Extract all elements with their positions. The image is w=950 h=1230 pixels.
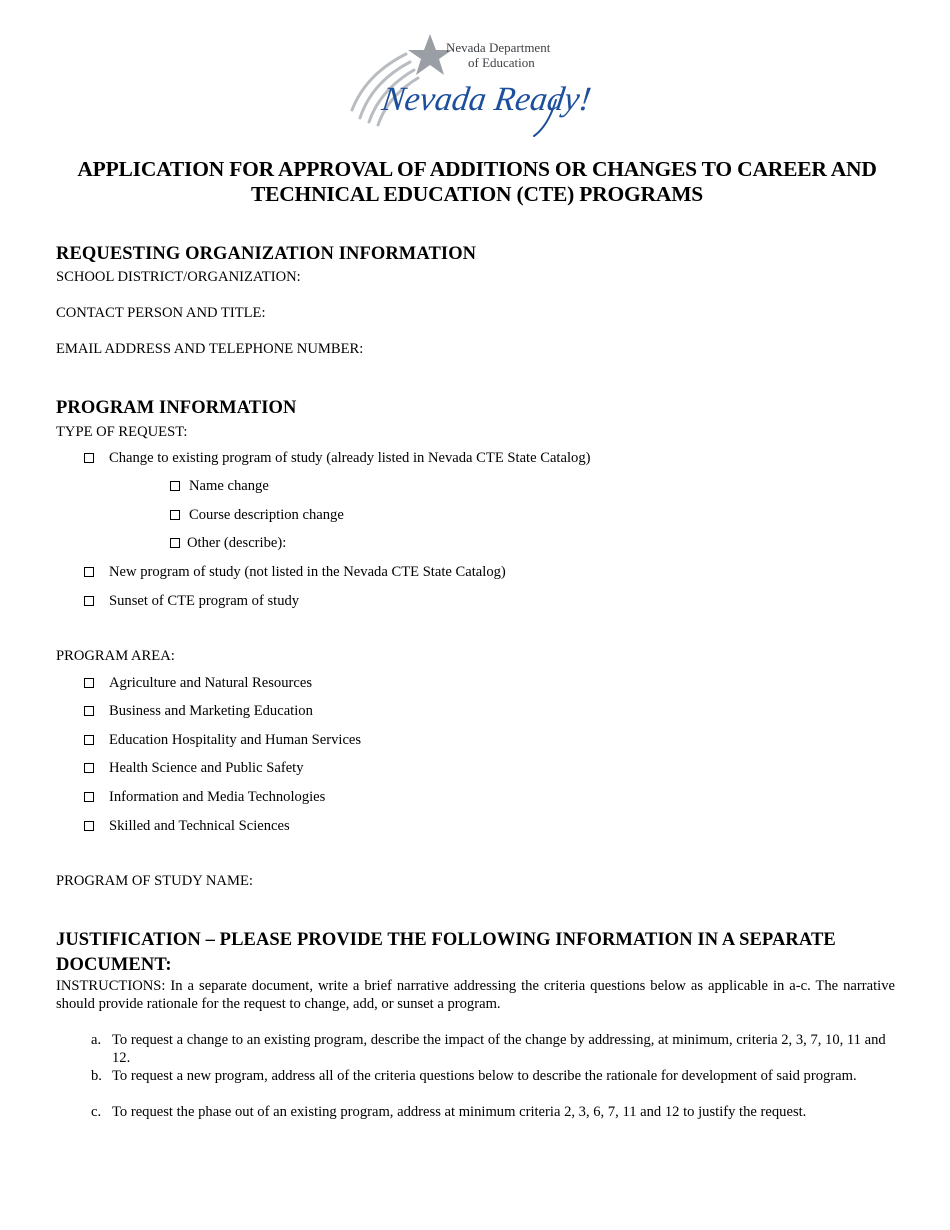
area-option-education-hospitality[interactable]: Education Hospitality and Human Services [84,732,94,749]
checkbox[interactable] [84,567,94,577]
justification-heading-line-1: JUSTIFICATION – PLEASE PROVIDE THE FOLLOWING INFORMATION IN A SEPARATE [56,930,836,950]
program-area-label: PROGRAM AREA: [56,648,175,664]
checkbox[interactable] [84,821,94,831]
checkbox[interactable] [170,538,180,548]
logo-org-line2: of Education [468,55,535,70]
contact-person-label: CONTACT PERSON AND TITLE: [56,305,266,321]
list-marker: b. [91,1068,102,1084]
checkbox[interactable] [84,453,94,463]
list-item-text: To request a new program, address all of the criteria questions below to describe the rationale for development of said program. [112,1068,857,1084]
checkbox[interactable] [84,678,94,688]
list-item-text: To request a change to an existing program, describe the impact of the change by addressing, at minimum, criteria 2, 3, 7, 10, 11 and 12. [112,1032,886,1066]
checkbox[interactable] [170,481,180,491]
logo-org-line1: Nevada Department [446,40,551,55]
area-option-agriculture[interactable]: Agriculture and Natural Resources [84,675,94,692]
request-option-sunset[interactable]: Sunset of CTE program of study [84,593,94,610]
checkbox[interactable] [84,735,94,745]
type-of-request-label: TYPE OF REQUEST: [56,424,188,440]
area-option-information-media[interactable]: Information and Media Technologies [84,789,94,806]
program-of-study-name-label: PROGRAM OF STUDY NAME: [56,873,253,889]
document-title [40,157,914,207]
title-line-1: APPLICATION FOR APPROVAL OF ADDITIONS OR CHANGES TO CAREER AND [77,157,877,181]
checkbox[interactable] [84,763,94,773]
title-line-2: TECHNICAL EDUCATION (CTE) PROGRAMS [250,182,704,206]
instructions-paragraph: INSTRUCTIONS: In a separate document, write a brief narrative addressing the criteria questions below as applicable in a-c. The narrative should provide rationale for the request to change, add, or sunset a program. [56,978,895,1012]
school-district-label: SCHOOL DISTRICT/ORGANIZATION: [56,269,301,285]
area-option-skilled-technical[interactable]: Skilled and Technical Sciences [84,818,94,835]
logo-graphic [348,30,593,142]
checkbox[interactable] [170,510,180,520]
request-option-new-program[interactable]: New program of study (not listed in the Nevada CTE State Catalog) [84,564,94,581]
list-item [91,1067,894,1103]
list-marker: a. [91,1032,102,1048]
nevada-doe-logo [348,30,593,142]
checkbox[interactable] [84,706,94,716]
org-info-heading: REQUESTING ORGANIZATION INFORMATION [56,244,477,264]
checkbox[interactable] [84,596,94,606]
checkbox[interactable] [84,792,94,802]
justification-heading-line-2: DOCUMENT: [56,955,172,975]
area-option-business[interactable]: Business and Marketing Education [84,703,94,720]
request-option-change-existing[interactable]: Change to existing program of study (already listed in Nevada CTE State Catalog) [84,450,94,467]
logo-slogan: Nevada Ready! [379,81,593,118]
email-phone-label: EMAIL ADDRESS AND TELEPHONE NUMBER: [56,341,364,357]
request-option-course-description-change[interactable]: Course description change [170,507,180,524]
program-info-heading: PROGRAM INFORMATION [56,398,297,418]
list-item [91,1103,894,1121]
list-marker: c. [91,1104,102,1120]
area-option-health-science[interactable]: Health Science and Public Safety [84,760,94,777]
request-option-other[interactable]: Other (describe): [170,535,180,552]
list-item-text: To request the phase out of an existing program, address at minimum criteria 2, 3, 6, 7, 11 and 12 to justify the request. [112,1104,807,1120]
request-option-name-change[interactable]: Name change [170,478,180,495]
list-item [91,1031,894,1067]
justification-heading [56,928,896,978]
